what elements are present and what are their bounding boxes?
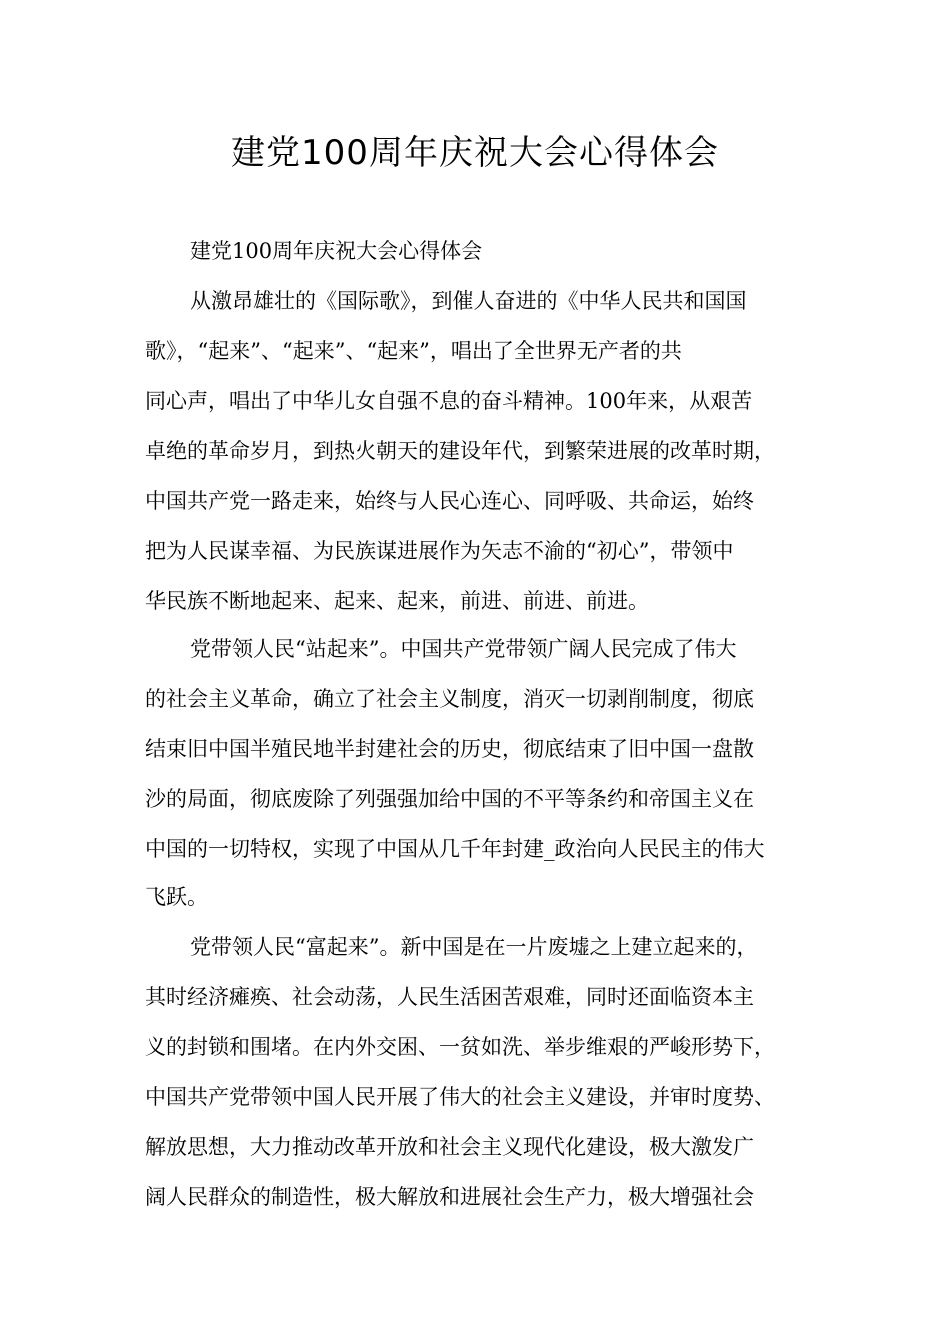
paragraph-1-line-7: 华民族不断地起来、起来、起来，前进、前进、前进。 (145, 589, 649, 613)
document-title: 建党100周年庆祝大会心得体会 (231, 133, 719, 173)
paragraph-3-line-5: 解放思想，大力推动改革开放和社会主义现代化建设，极大激发广 (145, 1135, 754, 1159)
subtitle-line: 建党100周年庆祝大会心得体会 (190, 239, 483, 263)
paragraph-2-line-3: 结束旧中国半殖民地半封建社会的历史，彻底结束了旧中国一盘散 (145, 737, 754, 761)
paragraph-1-line-3: 同心声，唱出了中华儿女自强不息的奋斗精神。100年来，从艰苦 (145, 389, 753, 413)
paragraph-2-line-4: 沙的局面，彻底废除了列强强加给中国的不平等条约和帝国主义在 (145, 787, 754, 811)
paragraph-3-line-6: 阔人民群众的制造性，极大解放和进展社会生产力，极大增强社会 (145, 1185, 754, 1209)
paragraph-2-line-2: 的社会主义革命，确立了社会主义制度，消灭一切剥削制度，彻底 (145, 687, 754, 711)
paragraph-3-line-2: 其时经济瘫痪、社会动荡，人民生活困苦艰难，同时还面临资本主 (145, 985, 754, 1009)
paragraph-1-line-6: 把为人民谋幸福、为民族谋进展作为矢志不渝的“初心”，带领中 (145, 539, 734, 563)
paragraph-3-line-4: 中国共产党带领中国人民开展了伟大的社会主义建设，并审时度势、 (145, 1085, 775, 1109)
paragraph-2-line-6: 飞跃。 (145, 885, 208, 909)
paragraph-3-line-1: 党带领人民“富起来”。新中国是在一片废墟之上建立起来的， (190, 935, 758, 959)
paragraph-2-line-5: 中国的一切特权，实现了中国从几千年封建_政治向人民民主的伟大 (145, 837, 765, 861)
paragraph-3-line-3: 义的封锁和围堵。在内外交困、一贫如洗、举步维艰的严峻形势下， (145, 1035, 775, 1059)
paragraph-1-line-2: 歌》，“起来”、“起来”、“起来”，唱出了全世界无产者的共 (145, 339, 682, 363)
paragraph-1-line-5: 中国共产党一路走来，始终与人民心连心、同呼吸、共命运，始终 (145, 489, 754, 513)
paragraph-1-line-4: 卓绝的革命岁月，到热火朝天的建设年代，到繁荣进展的改革时期， (145, 439, 775, 463)
paragraph-1-line-1: 从激昂雄壮的《国际歌》，到催人奋进的《中华人民共和国国 (190, 289, 747, 313)
paragraph-2-line-1: 党带领人民“站起来”。中国共产党带领广阔人民完成了伟大 (190, 637, 737, 661)
